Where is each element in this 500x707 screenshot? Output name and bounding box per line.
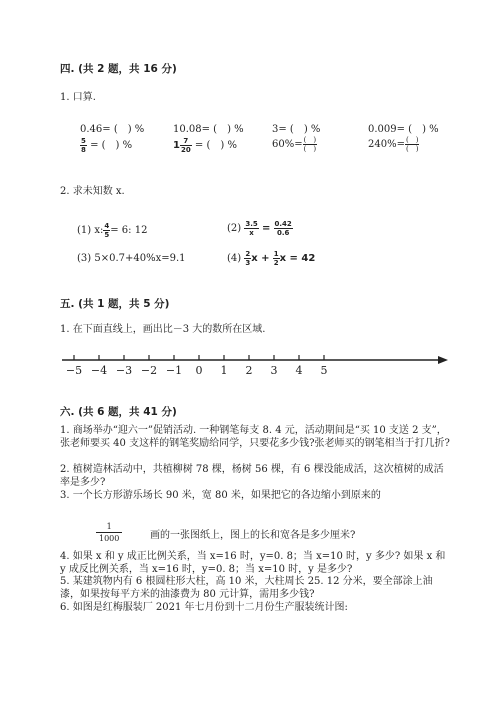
problem-5: 5. 某建筑物内有 6 根圆柱形大柱，高 10 米，大柱周长 25. 12 分米，要全部涂上油漆，如果按每平方米的油漆费为 80 元计算，需用多少钱? xyxy=(60,576,433,600)
number-line-label: 4 xyxy=(295,364,303,377)
section-5-title: 五. (共 1 题，共 5 分) xyxy=(60,298,170,310)
number-line-label: 1 xyxy=(220,364,228,377)
fraction: $\frac{4}{5}$ xyxy=(104,222,110,239)
number-line-label: −2 xyxy=(140,364,158,377)
number-line-label: −4 xyxy=(90,364,108,377)
number-line-label: −1 xyxy=(165,364,183,377)
number-line-label: 0 xyxy=(195,364,203,377)
number-line-label: 5 xyxy=(320,364,328,377)
fraction: $\frac{( )}{( )}$ xyxy=(303,136,317,153)
problem-6: 6. 如图是红梅服装厂 2021 年七月份到十二月份生产服装统计图: xyxy=(60,602,348,613)
fraction: $\frac{( )}{( )}$ xyxy=(405,136,419,153)
calc-item: 0.009= ( ) % xyxy=(368,124,439,135)
fraction: $\frac{0.42}{0.6}$ xyxy=(274,220,292,237)
section-6-title: 六. (共 6 题，共 41 分) xyxy=(60,406,177,418)
calc-item: $\frac{5}{8}$ = ( ) % xyxy=(81,137,133,154)
equation-3: (3) 5×0.7+40%x=9.1 xyxy=(77,253,186,264)
q1-label: 1. 口算. xyxy=(60,92,96,103)
calc-item: 0.46= ( ) % xyxy=(80,124,145,135)
fraction: $\frac{2}{3}$ xyxy=(245,250,251,267)
problem-2: 2. 植树造林活动中，共植柳树 78 棵，杨树 56 棵，有 6 棵没能成活，这次植树的成活率是多少? xyxy=(60,464,444,488)
number-line-label: −3 xyxy=(115,364,133,377)
equation-4: (4) $\frac{2}{3}$ x + $\frac{1}{2}$ x = 42 xyxy=(227,250,316,267)
section-4-title: 四. (共 2 题，共 16 分) xyxy=(60,63,177,75)
q5-1-text: 1. 在下面直线上，画出比－3 大的数所在区域. xyxy=(60,324,266,335)
number-line-label: 2 xyxy=(245,364,253,377)
fraction: $\frac{1}{2}$ xyxy=(273,250,279,267)
equation-1: (1) x: $\frac{4}{5}$ = 6: 12 xyxy=(77,222,148,239)
problem-1: 1. 商场举办“迎六一”促销活动. 一种钢笔每支 8. 4 元，活动期间是“买 10 支送 2 支”，张老师要买 40 支这样的钢笔奖励给同学，只要花多少钱?张老师买的钢笔相当于打几折? xyxy=(60,425,450,449)
number-line-label: 3 xyxy=(270,364,278,377)
calc-item: 3= ( ) % xyxy=(272,124,321,135)
fraction: $\frac{5}{8}$ xyxy=(81,137,86,154)
problem-3-cont: 画的一张图纸上，图上的长和宽各是多少厘米? xyxy=(150,530,356,541)
problem-3: 3. 一个长方形游乐场长 90 米，宽 80 米，如果把它的各边缩小到原来的 xyxy=(60,490,381,501)
number-line-label: −5 xyxy=(65,364,83,377)
problem-4: 4. 如果 x 和 y 成正比例关系，当 x=16 时，y=0. 8；当 x=10 时，y 多少? 如果 x 和 y 成反比例关系，当 x=16 时，y=0. 8；当 x=10 时，y 是多少? xyxy=(60,551,446,575)
number-line xyxy=(60,350,450,384)
fraction: $\frac{3.5}{x}$ xyxy=(245,220,258,237)
scale-fraction: 1 1000 xyxy=(96,521,122,544)
calc-item: 1 $\frac{7}{20}$ = ( ) % xyxy=(173,137,237,154)
equation-2: (2) $\frac{3.5}{x}$ = $\frac{0.42}{0.6}$ xyxy=(227,220,292,237)
fraction: $\frac{7}{20}$ xyxy=(180,137,191,154)
calc-item: 10.08= ( ) % xyxy=(173,124,244,135)
calc-item: 240%= $\frac{( )}{( )}$ xyxy=(368,136,419,153)
calc-item: 60%= $\frac{( )}{( )}$ xyxy=(272,136,317,153)
q2-label: 2. 求未知数 x. xyxy=(60,186,125,197)
